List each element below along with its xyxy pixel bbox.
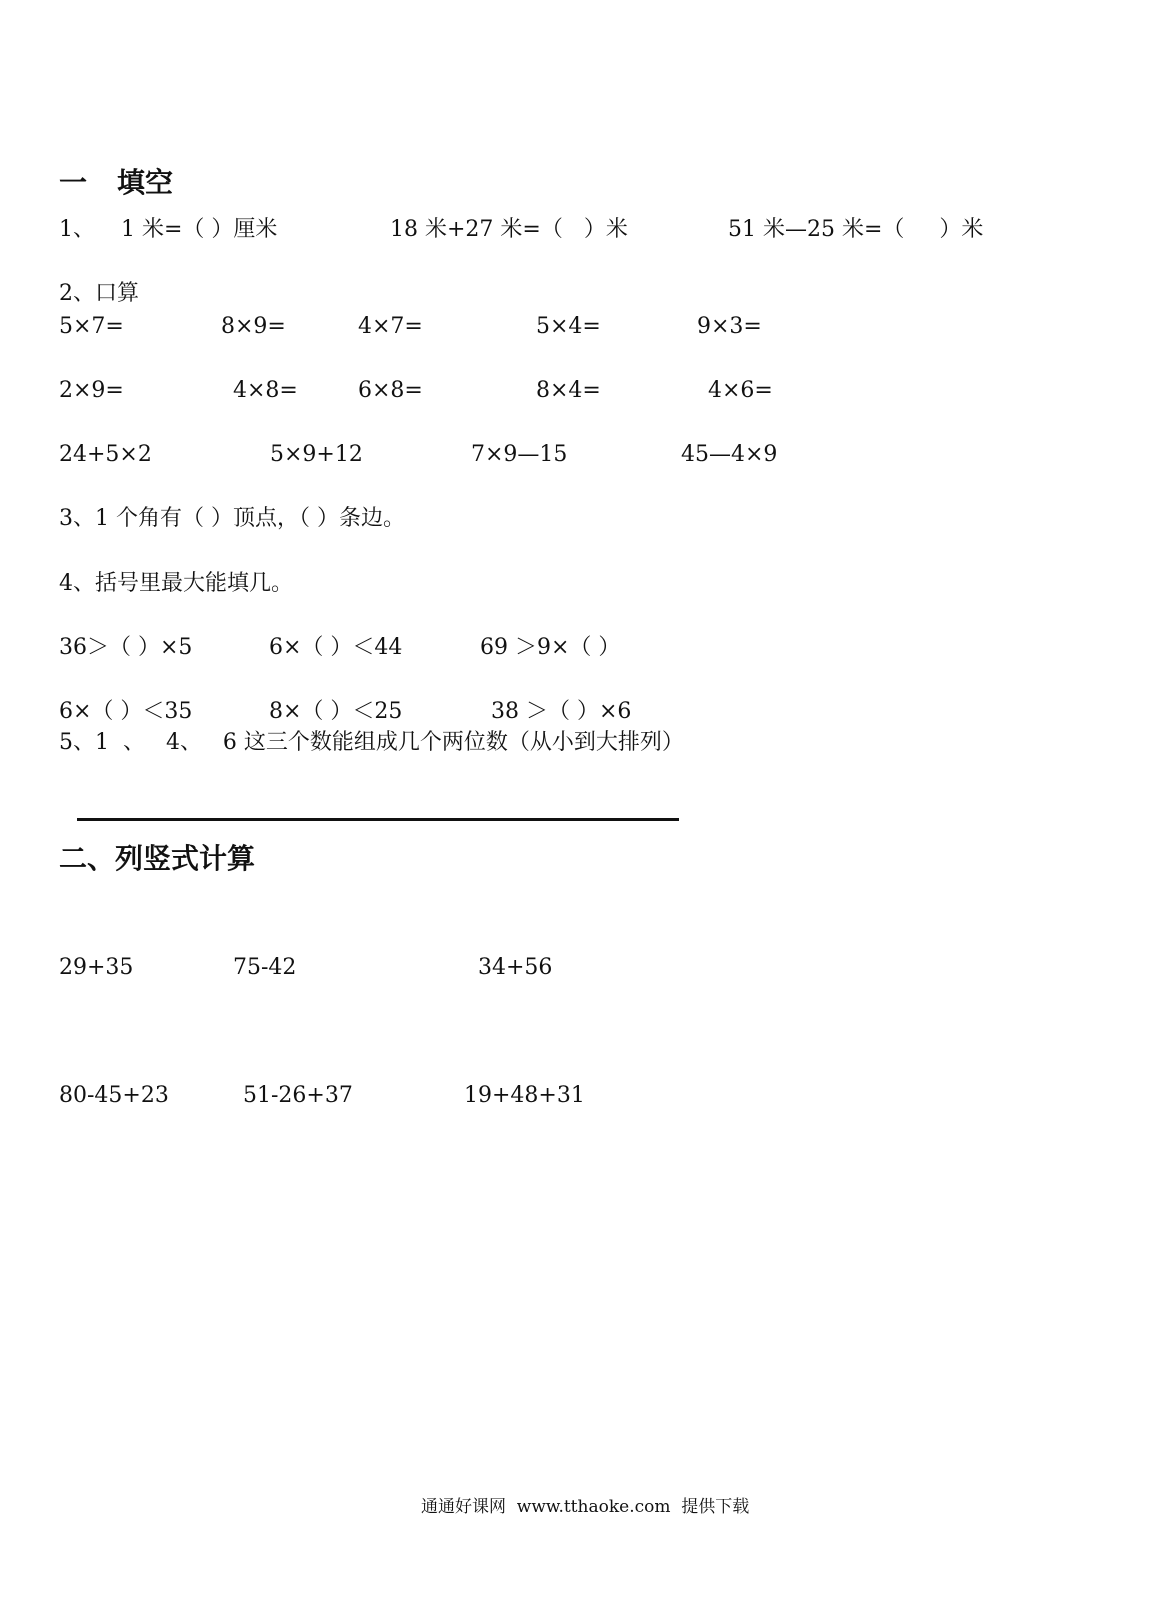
q4-row2-item: 6×（ ）＜35 [59, 699, 193, 724]
q2-row2-item: 8×4= [536, 378, 601, 403]
section2-row1-item: 29+35 [59, 955, 134, 980]
q1-item-a: 1 米=（ ）厘米 [121, 217, 278, 242]
q1-item-c: 51 米—25 米=（ ）米 [728, 217, 984, 242]
q2-row1-item: 4×7= [358, 314, 423, 339]
q4-row2-item: 8×（ ）＜25 [269, 699, 403, 724]
q2-row2-item: 6×8= [358, 378, 423, 403]
q4-row1-item: 69 ＞9×（ ） [480, 635, 621, 660]
q1-number: 1、 [59, 217, 95, 242]
q4-row1-item: 6×（ ）＜44 [269, 635, 403, 660]
q2-row1-item: 8×9= [221, 314, 286, 339]
q5-text: 5、1 、 4、 6 这三个数能组成几个两位数（从小到大排列） [59, 730, 684, 755]
q4-row1-item: 36＞（ ）×5 [59, 635, 193, 660]
q4-label: 4、括号里最大能填几。 [59, 571, 293, 596]
section2-row2-item: 19+48+31 [464, 1083, 585, 1108]
footer-text: 通通好课网 www.tthaoke.com 提供下载 [421, 1497, 750, 1517]
q3-text: 3、1 个角有（ ）顶点，（ ）条边。 [59, 506, 405, 531]
q1-item-b: 18 米+27 米=（ ）米 [390, 217, 628, 242]
q2-row3-item: 24+5×2 [59, 442, 152, 467]
q2-row2-item: 4×8= [233, 378, 298, 403]
q2-row1-item: 5×4= [536, 314, 601, 339]
answer-line [77, 818, 679, 821]
section2-row1-item: 34+56 [478, 955, 553, 980]
q2-row2-item: 2×9= [59, 378, 124, 403]
q2-row3-item: 5×9+12 [270, 442, 363, 467]
q2-row3-item: 7×9—15 [471, 442, 568, 467]
section2-row2-item: 80-45+23 [59, 1083, 169, 1108]
section2-row1-item: 75-42 [233, 955, 297, 980]
q2-row2-item: 4×6= [708, 378, 773, 403]
q2-label: 2、口算 [59, 281, 139, 306]
q4-row2-item: 38 ＞（ ）×6 [491, 699, 632, 724]
section2-row2-item: 51-26+37 [243, 1083, 353, 1108]
q2-row1-item: 5×7= [59, 314, 124, 339]
section1-heading-number: 一 [59, 166, 88, 199]
q2-row3-item: 45—4×9 [681, 442, 778, 467]
section2-heading: 二、列竖式计算 [59, 842, 256, 875]
q2-row1-item: 9×3= [697, 314, 762, 339]
section1-heading-title: 填空 [117, 166, 174, 199]
